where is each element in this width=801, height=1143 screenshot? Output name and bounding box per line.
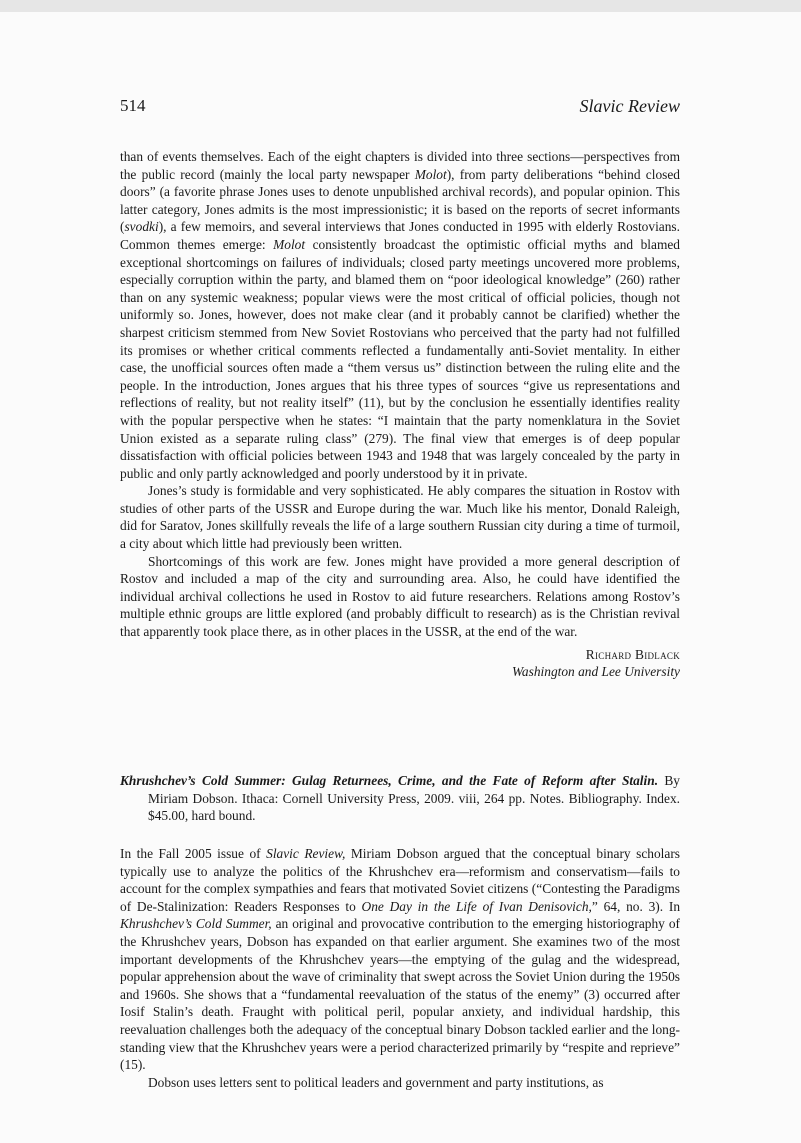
page-number: 514	[120, 96, 146, 115]
review-1-paragraph-1: than of events themselves. Each of the eight chapters is divided into three sections—perspectives from the public record (mainly the local party newspaper Molot), from party deliberations “behind closed doors” (a favorite phrase Jones uses to denote unpublished archival records), and popular opinion. This latter category, Jones admits is the most impressionistic; it is based on the reports of secret informants (svodki), a few memoirs, and several interviews that Jones conducted in 1995 with elderly Rostovians. Common themes emerge: Molot consistently broadcast the optimistic official myths and blamed exceptional shortcomings on failures of individuals; closed party meetings uncovered more problems, especially corruption within the party, and blamed them on “poor ideological knowledge” (260) rather than on any systemic weakness; popular views were the most critical of official policies, though not uniformly so. Jones, however, does not make clear (and it probably cannot be clarified) whether the sharpest criticism stemmed from New Soviet Rostovians who perceived that the party had not fulfilled its promises or whether critical comments reflected a fundamentally anti-Soviet mentality. In either case, the unofficial sources often made a “them versus us” distinction between the ruling elite and the people. In the introduction, Jones argues that his three types of sources “give us representations and reflections of reality, but not reality itself” (11), but by the conclusion he essentially identifies reality with the popular perspective when he states: “I maintain that the party nomenklatura in the Soviet Union existed as a separate ruling class” (279). The final view that emerges is of deep popular dissatisfaction with official policies between 1943 and 1948 that was largely concealed by the party in public and only partly acknowledged and poorly understood by it in private.	[120, 149, 681, 481]
review-2-heading	[120, 772, 680, 825]
review-1-paragraph-2: Jones’s study is formidable and very sophisticated. He ably compares the situation in Rostov with studies of other parts of the USSR and Europe during the war. Much like his mentor, Donald Raleigh, did for Saratov, Jones skillfully reveals the life of a large southern Russian city during a time of turmoil, a city about which little had previously been written.	[120, 483, 680, 552]
page-header	[120, 96, 680, 122]
reviewer-name: Richard Bidlack	[585, 646, 680, 662]
review-1	[120, 148, 680, 681]
review-2	[120, 845, 680, 1091]
review-1-paragraph-3: Shortcomings of this work are few. Jones might have provided a more general description of Rostov and included a map of the city and surrounding area. Also, he could have identified the individual archival collections he used in Rostov to aid future researchers. Relations among Rostov’s multiple ethnic groups are little explored (and probably difficult to research) as is the Christian revival that apparently took place there, as in other places in the USSR, at the end of the war.	[120, 553, 680, 640]
journal-title: Slavic Review	[579, 96, 680, 116]
review-2-paragraph-1: In the Fall 2005 issue of Slavic Review, Miriam Dobson argued that the conceptual binary scholars typically use to analyze the politics of the Khrushchev era—reformism and conservatism—fails to account for the complex sympathies and fears that motivated Soviet citizens (“Contesting the Paradigms of De-Stalinization: Readers Responses to One Day in the Life of Ivan Denisovich,” 64, no. 3). In Khrushchev’s Cold Summer, an original and provocative contribution to the emerging historiography of the Khrushchev years, Dobson has expanded on that earlier argument. She examines two of the most important developments of the Khrushchev years—the emptying of the gulag and the widespread, popular apprehension about the wave of criminality that swept across the Soviet Union during the 1950s and 1960s. She shows that a “fundamental reevaluation of the status of the enemy” (3) occurred after Iosif Stalin’s death. Fraught with political peril, popular anxiety, and individual hardship, this reevaluation challenges both the adequacy of the conceptual binary Dobson tackled earlier and the long-standing view that the Khrushchev years were a period characterized primarily by “respite and reprieve” (15).	[120, 846, 681, 1073]
reviewer-affiliation: Washington and Lee University	[512, 664, 680, 680]
review-2-paragraph-2: Dobson uses letters sent to political leaders and government and party institutions, as	[148, 1074, 604, 1090]
book-title: Khrushchev’s Cold Summer: Gulag Returnees, Crime, and the Fate of Reform after Stalin.	[120, 773, 659, 788]
scan-top-edge	[0, 0, 801, 12]
book-citation: By Miriam Dobson. Ithaca: Cornell University Press, 2009. viii, 264 pp. Notes. Bibliography. Index. $45.00, hard bound.	[148, 773, 680, 824]
